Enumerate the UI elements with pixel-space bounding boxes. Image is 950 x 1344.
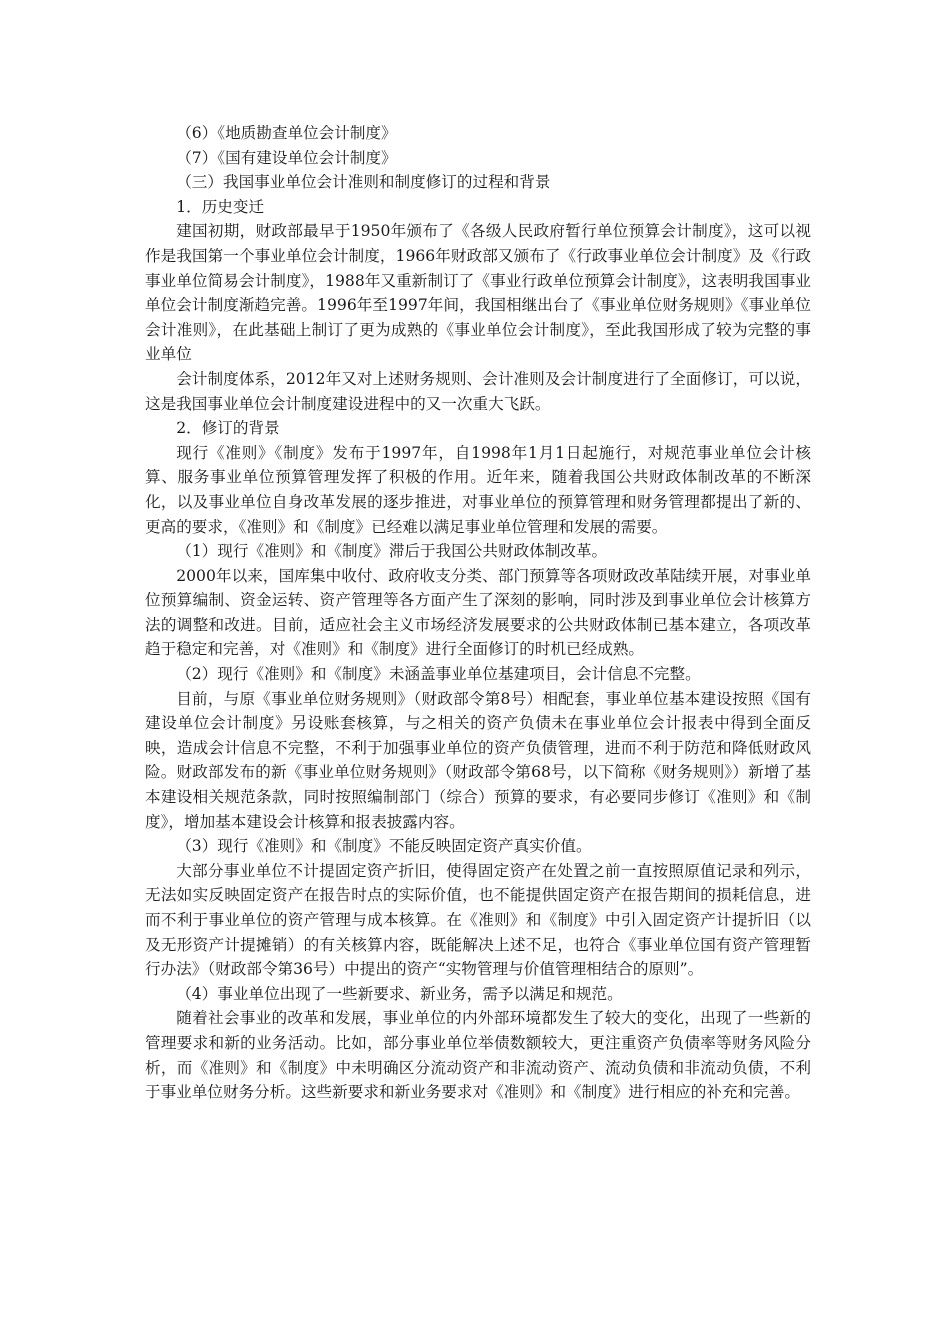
point-heading-3: （3）现行《准则》和《制度》不能反映固定资产真实价值。: [176, 837, 592, 856]
body-paragraph: 目前，与原《事业单位财务规则》（财政部令第8号）相配套，事业单位基本建设按照《国有建设单位会计制度》另设账套核算，与之相关的资产负债未在事业单位会计报表中得到全面反映，造成会计信息不完整，不利于加强事业单位的资产负债管理，进而不利于防范和降低财政风险。财政部发布的新《事业单位财务规则》（财政部令第68号，以下简称《财务规则》）新增了基本建设相关规范条款，同时按照编制部门（综合）预算的要求，有必要同步修订《准则》和《制度》，增加基本建设会计核算和报表披露内容。: [145, 689, 811, 831]
body-paragraph: 会计制度体系，2012年又对上述财务规则、会计准则及会计制度进行了全面修订，可以说，这是我国事业单位会计制度建设进程中的又一次重大飞跃。: [145, 369, 811, 413]
list-item-state-construction: （7）《国有建设单位会计制度》: [176, 148, 397, 167]
subheading-revision-background: 2．修订的背景: [176, 419, 280, 438]
subheading-history: 1．历史变迁: [176, 197, 265, 216]
body-paragraph: 现行《准则》《制度》发布于1997年，自1998年1月1日起施行，对规范事业单位会计核算、服务事业单位预算管理发挥了积极的作用。近年来，随着我国公共财政体制改革的不断深化，以及事业单位自身改革发展的逐步推进，对事业单位的预算管理和财务管理都提出了新的、更高的要求，《准则》和《制度》已经难以满足事业单位管理和发展的需要。: [145, 443, 811, 536]
point-heading-4: （4）事业单位出现了一些新要求、新业务，需予以满足和规范。: [176, 984, 623, 1003]
body-paragraph: 2000年以来，国库集中收付、政府收支分类、部门预算等各项财政改革陆续开展，对事业单位预算编制、资金运转、资产管理等各方面产生了深刻的影响，同时涉及到事业单位会计核算方法的调整和改进。目前，适应社会主义市场经济发展要求的公共财政体制已基本建立，各项改革趋于稳定和完善，对《准则》和《制度》进行全面修订的时机已经成熟。: [145, 566, 811, 659]
list-item-geological-survey: （6）《地质勘查单位会计制度》: [176, 124, 397, 142]
point-heading-2: （2）现行《准则》和《制度》未涵盖事业单位基建项目，会计信息不完整。: [176, 665, 701, 684]
body-paragraph: 大部分事业单位不计提固定资产折旧，使得固定资产在处置之前一直按照原值记录和列示，无法如实反映固定资产在报告时点的实际价值，也不能提供固定资产在报告期间的损耗信息，进而不利于事业单位的资产管理与成本核算。在《准则》和《制度》中引入固定资产计提折旧（以及无形资产计提摊销）的有关核算内容，既能解决上述不足，也符合《事业单位国有资产管理暂行办法》（财政部令第36号）中提出的资产“实物管理与价值管理相结合的原则”。: [145, 861, 811, 979]
document-page: [145, 121, 811, 1105]
body-paragraph: 随着社会事业的改革和发展，事业单位的内外部环境都发生了较大的变化，出现了一些新的管理要求和新的业务活动。比如，部分事业单位举债数额较大，更注重资产负债率等财务风险分析，而《准则》和《制度》中未明确区分流动资产和非流动资产、流动负债和非流动负债，不利于事业单位财务分析。这些新要求和新业务要求对《准则》和《制度》进行相应的补充和完善。: [145, 1009, 811, 1102]
point-heading-1: （1）现行《准则》和《制度》滞后于我国公共财政体制改革。: [176, 542, 608, 561]
section-heading-revision-background: （三）我国事业单位会计准则和制度修订的过程和背景: [176, 173, 551, 192]
body-paragraph: 建国初期，财政部最早于1950年颁布了《各级人民政府暂行单位预算会计制度》，这可以视作是我国第一个事业单位会计制度，1966年财政部又颁布了《行政事业单位会计制度》及《行政事业单位简易会计制度》，1988年又重新制订了《事业行政单位预算会计制度》，这表明我国事业单位会计制度渐趋完善。1996年至1997年间，我国相继出台了《事业单位财务规则》《事业单位会计准则》，在此基础上制订了更为成熟的《事业单位会计制度》，至此我国形成了较为完整的事业单位: [145, 222, 811, 364]
